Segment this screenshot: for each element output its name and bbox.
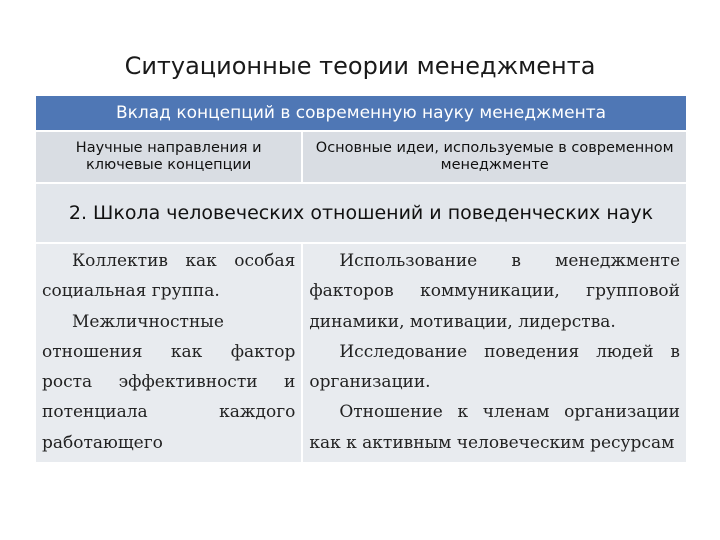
concepts-table [36, 96, 686, 462]
left-paragraph: Межличностные отношения как фактор роста эффективности и потенциала каждого работающего [42, 311, 296, 453]
col-left-heading: Научные направления и ключевые концепции [36, 131, 302, 183]
section-heading: 2. Школа человеческих отношений и поведенческих наук [36, 183, 686, 243]
slide-title: Ситуационные теории менеджмента [124, 52, 596, 80]
right-paragraph: Отношение к членам организации как к активным человеческим ресурсам [309, 402, 680, 453]
left-column-text [36, 243, 302, 462]
right-column-text [302, 243, 686, 462]
col-right-heading: Основные идеи, используемые в современном менеджменте [302, 131, 686, 183]
table-header: Вклад концепций в современную науку менеджмента [36, 96, 686, 131]
left-paragraph: Коллектив как особая социальная группа. [42, 251, 296, 302]
right-paragraph: Использование в менеджменте факторов коммуникации, групповой динамики, мотивации, лидерства. [309, 251, 680, 332]
right-paragraph: Исследование поведения людей в организации. [309, 341, 680, 393]
